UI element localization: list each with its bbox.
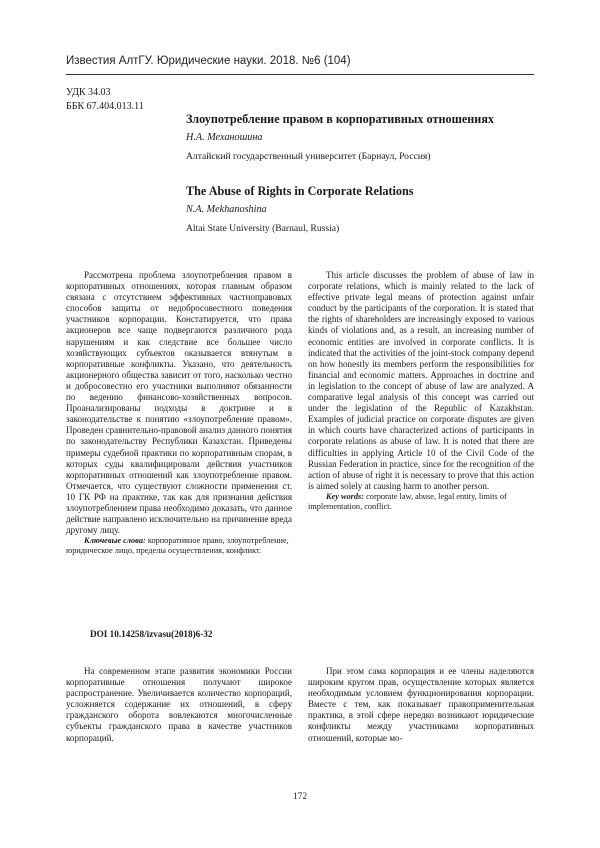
abstract-ru	[66, 270, 292, 557]
body-column-left	[66, 666, 292, 744]
abstract-en	[308, 270, 534, 512]
abstract-ru-text: Рассмотрена проблема злоупотребления правом в корпоративных отношениях, которая главным образом связана с отсутствием эффективных частноправовых способов защиты от недобросовестного поведения участников корпорации. Констатируется, что права акционеров все чаще подвергаются различного рода нарушениям и как следствие все большее число хозяйствующих субъектов оказывается втянутым в корпоративные конфликты. Указано, что деятельность акционерного общества зависит от того, насколько честно и добросовестно его участники выполняют обязанности по ведению финансово-хозяйственных вопросов. Проанализированы подходы в доктрине и в законодательстве к понятию «злоупотребление правом». Проведен сравнительно-правовой анализ данного понятия по законодательству Республики Казахстан. Приведены примеры судебной практики по корпоративным спорам, в которых суды квалифицировали действия участников корпоративных отношений как злоупотребление правом. Отмечается, что существуют сложности применения ст. 10 ГК РФ на практике, так как для признания действия злоупотреблением права необходимо доказать, что данное действие направлено исключительно на причинение вреда другому лицу.	[66, 270, 292, 536]
article-title-en: The Abuse of Rights in Corporate Relations	[186, 184, 414, 198]
affiliation-en: Altai State University (Barnaul, Russia)	[186, 223, 340, 234]
title-block-ru	[186, 112, 536, 162]
keywords-ru-text: корпоративное право, злоупотребление, юридическое лицо, пределы осуществления, конфликт.	[66, 536, 289, 556]
bbk-code: ББК 67.404.013.11	[66, 100, 144, 112]
running-title: Известия АлтГУ. Юридические науки. 2018. №6 (104)	[66, 55, 351, 67]
abstract-en-text: This article discusses the problem of abuse of law in corporate relations, which is mainly related to the lack of effective private legal means of protection against unfair conduct by the participants of the corporation. It is stated that the rights of shareholders are increasingly exposed to various kinds of violations and, as a result, an increasing number of economic entities are involved in corporate conflicts. It is indicated that the activities of the joint-stock company depend on how honestly its members perform the responsibilities for financial and economic matters. Approaches in doctrine and in legislation to the concept of abuse of law are analyzed. A comparative legal analysis of this concept was carried out under the legislation of the Republic of Kazakhstan. Examples of judicial practice on corporate disputes are given in which courts have characterized actions of participants in corporate relations as abuse of law. It is noted that there are difficulties in applying Article 10 of the Civil Code of the Russian Federation in practice, since for the recognition of the action of abuse of right it is necessary to prove that this action is aimed solely at causing harm to another person.	[308, 270, 534, 491]
author-en: N.A. Mekhanoshina	[186, 204, 267, 215]
body-left-text: На современном этапе развития экономики России корпоративные отношения получают широкое распространение. Увеличивается количество корпораций, усложняется содержание их отношений, в сферу гражданского оборота вовлекаются многочисленные субъекты гражданского права в качестве участников корпораций.	[66, 666, 292, 743]
doi: DOI 10.14258/izvasu(2018)6-32	[90, 629, 213, 639]
body-right-text: При этом сама корпорация и ее члены наделяются широким кругом прав, осуществление которых является необходимым условием функционирования корпорации. Вместе с тем, как показывает правоприменительная практика, в этой сфере нередко возникают юридические конфликты между участниками корпоративных отношений, которые мо-	[308, 666, 534, 743]
author-ru: Н.А. Механошина	[186, 132, 263, 143]
classification-codes	[66, 86, 144, 113]
keywords-ru-label: Ключевые слова:	[84, 536, 146, 546]
title-block-en	[186, 184, 536, 234]
udk-code: УДК 34.03	[66, 87, 111, 98]
affiliation-ru: Алтайский государственный университет (Барнаул, Россия)	[186, 151, 431, 162]
keywords-en-text: corporate law, abuse, legal entity, limits of implementation, conflict.	[308, 491, 507, 512]
keywords-en-label: Key words:	[326, 491, 365, 501]
body-column-right	[308, 666, 534, 744]
keywords-ru	[66, 536, 292, 556]
article-title-ru: Злоупотребление правом в корпоративных отношениях	[186, 112, 495, 126]
keywords-en	[308, 492, 534, 512]
page-number: 172	[292, 792, 308, 802]
header-rule	[66, 74, 534, 75]
